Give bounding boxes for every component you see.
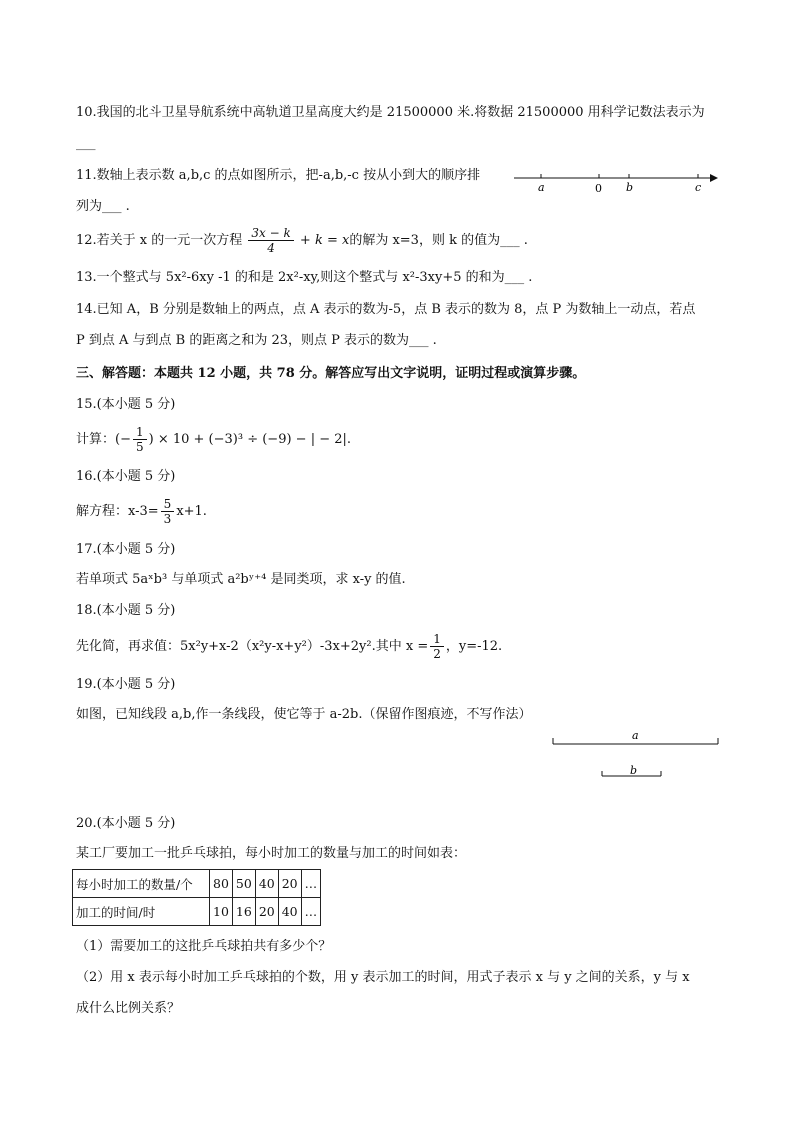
question-20-sub2-line2: 成什么比例关系？ xyxy=(76,1001,181,1016)
question-18-header: 18.(本小题 5 分) xyxy=(76,603,176,618)
question-14-line1: 14.已知 A，B 分别是数轴上的两点，点 A 表示的数为-5，点 B 表示的数为 8，点 P 为数轴上一动点，若点 xyxy=(76,302,696,317)
segment-b-label: b xyxy=(630,764,638,777)
question-17-header: 17.(本小题 5 分) xyxy=(76,542,176,557)
segment-a-label: a xyxy=(632,729,639,742)
fraction: $\frac{5}{3}$ xyxy=(161,497,175,526)
fraction: $\frac{1}{5}$ xyxy=(133,425,147,454)
table-row xyxy=(73,870,321,898)
segment-a-figure xyxy=(552,728,722,750)
table-cell: 20 xyxy=(278,870,301,898)
question-12: 12.若关于 x 的一元一次方程 $\frac{3x - k}{4}$ + k = x的解为 x=3，则 k 的值为___ . xyxy=(76,226,528,255)
question-19: 如图，已知线段 a,b,作一条线段，使它等于 a-2b.（保留作图痕迹，不写作法） xyxy=(76,707,532,722)
question-20-intro: 某工厂要加工一批乒乓球拍，每小时加工的数量与加工的时间如表： xyxy=(76,846,467,861)
data-table xyxy=(72,869,321,926)
label-0: 0 xyxy=(595,182,602,195)
table-cell: 50 xyxy=(232,870,255,898)
question-11-line1: 11.数轴上表示数 a,b,c 的点如图所示，把-a,b,-c 按从小到大的顺序排 xyxy=(76,168,481,183)
table-cell: 80 xyxy=(210,870,233,898)
table-cell: 20 xyxy=(255,898,278,926)
table-cell: 40 xyxy=(255,870,278,898)
question-10: 10.我国的北斗卫星导航系统中高轨道卫星高度大约是 21500000 米.将数据 21500000 用科学记数法表示为 xyxy=(76,105,705,120)
fraction: $\frac{3x - k}{4}$ xyxy=(248,226,293,255)
table-cell: 10 xyxy=(210,898,233,926)
table-cell: 40 xyxy=(278,898,301,926)
question-15: 计算：(− $\frac{1}{5}$ ) × 10 + (−3)³ ÷ (−9) − | − 2|. xyxy=(76,425,352,454)
section-heading: 三、解答题：本题共 12 小题，共 78 分。解答应写出文字说明，证明过程或演算步骤。 xyxy=(76,366,586,381)
question-20-sub2-line1: （2）用 x 表示每小时加工乒乓球拍的个数，用 y 表示加工的时间，用式子表示 x 与 y 之间的关系，y 与 x xyxy=(76,970,690,985)
fraction: $\frac{1}{2}$ xyxy=(430,632,444,661)
question-15-header: 15.(本小题 5 分) xyxy=(76,397,176,412)
question-18: 先化简，再求值：5x²y+x-2（x²y-x+y²）-3x+2y².其中 x = $\frac{1}{2}$ ，y=-12. xyxy=(76,632,503,661)
table-cell: 16 xyxy=(232,898,255,926)
table-row-head: 每小时加工的数量/个 xyxy=(73,870,210,898)
question-11-line2: 列为___ . xyxy=(76,199,130,214)
label-c: c xyxy=(695,181,702,194)
table-row xyxy=(73,898,321,926)
question-16-header: 16.(本小题 5 分) xyxy=(76,469,176,484)
question-10-answer-blank: ___ xyxy=(76,136,96,151)
question-16: 解方程：x-3= $\frac{5}{3}$ x+1. xyxy=(76,497,207,526)
question-20-sub1: （1）需要加工的这批乒乓球拍共有多少个？ xyxy=(76,939,332,954)
question-17: 若单项式 5aˣb³ 与单项式 a²bʸ⁺⁴ 是同类项，求 x-y 的值. xyxy=(76,572,406,587)
number-line-arrow xyxy=(710,174,718,182)
table-cell: … xyxy=(301,870,321,898)
question-20-header: 20.(本小题 5 分) xyxy=(76,816,176,831)
table-cell: … xyxy=(301,898,321,926)
label-a: a xyxy=(538,181,545,194)
segment-b-figure xyxy=(601,764,665,780)
question-14-line2: P 到点 A 与到点 B 的距离之和为 23，则点 P 表示的数为___ . xyxy=(76,333,437,348)
question-19-header: 19.(本小题 5 分) xyxy=(76,677,176,692)
question-13: 13.一个整式与 5x²-6xy -1 的和是 2x²-xy,则这个整式与 x²-3xy+5 的和为___ . xyxy=(76,270,533,285)
label-b: b xyxy=(626,181,634,194)
table-row-head: 加工的时间/时 xyxy=(73,898,210,926)
number-line-figure xyxy=(512,166,722,196)
